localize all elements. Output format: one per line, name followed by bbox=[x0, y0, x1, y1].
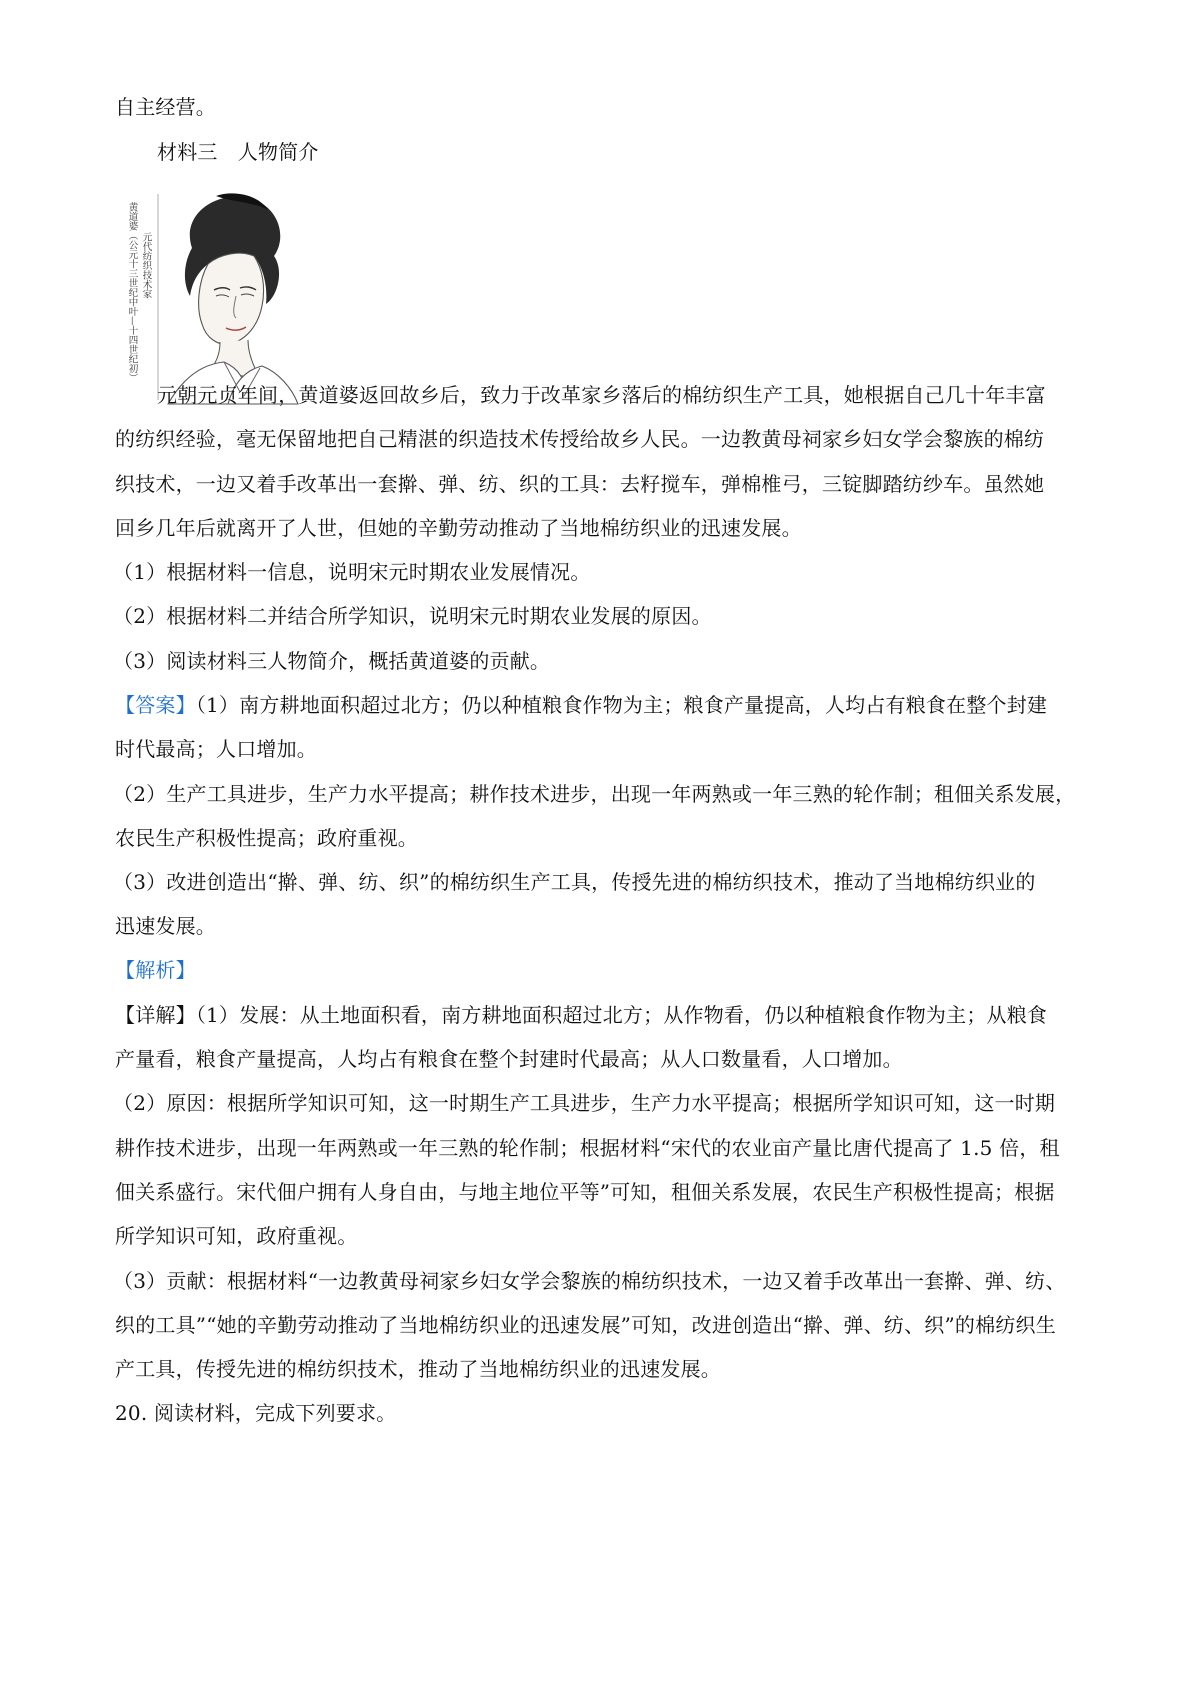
detail-1-cont: 产量看，粮食产量提高，人均占有粮食在整个封建时代最高；从人口数量看，人口增加。 bbox=[115, 1047, 903, 1071]
question-1: （1）根据材料一信息，说明宋元时期农业发展情况。 bbox=[113, 560, 591, 584]
answer-1-cont: 时代最高；人口增加。 bbox=[115, 737, 317, 761]
material3-title: 材料三 人物简介 bbox=[157, 140, 319, 164]
material3-paragraph-line: 的纺织经验，毫无保留地把自己精湛的织造技术传授给故乡人民。一边教黄母祠家乡妇女学会黎族的棉纺 bbox=[115, 427, 1045, 451]
portrait-caption-dates: 黄道婆（公元十三世纪中叶—十四世纪初） bbox=[126, 202, 138, 383]
detail-2-cont: 佃关系盛行。宋代佃户拥有人身自由，与地主地位平等”可知，租佃关系发展，农民生产积极性提高；根据 bbox=[115, 1180, 1055, 1204]
detail-3-cont: 产工具，传授先进的棉纺织技术，推动了当地棉纺织业的迅速发展。 bbox=[115, 1357, 721, 1381]
detail-3-cont: 织的工具”“她的辛勤劳动推动了当地棉纺织业的迅速发展”可知，改进创造出“擀、弹、纺、织”的棉纺织生 bbox=[115, 1313, 1056, 1337]
detail-2: （2）原因：根据所学知识可知，这一时期生产工具进步，生产力水平提高；根据所学知识可知，这一时期 bbox=[113, 1091, 1056, 1115]
question-3: （3）阅读材料三人物简介，概括黄道婆的贡献。 bbox=[113, 649, 551, 673]
continued-text: 自主经营。 bbox=[115, 95, 216, 119]
answer-2-cont: 农民生产积极性提高；政府重视。 bbox=[115, 826, 418, 850]
huang-daopo-portrait bbox=[128, 192, 300, 404]
answer-3: （3）改进创造出“擀、弹、纺、织”的棉纺织生产工具，传授先进的棉纺织技术，推动了当地棉纺织业的 bbox=[113, 870, 1036, 894]
answer-line bbox=[115, 690, 1047, 720]
detail-line bbox=[115, 1000, 1047, 1030]
analysis-label: 【解析】 bbox=[115, 958, 196, 982]
material3-paragraph-line: 元朝元贞年间，黄道婆返回故乡后，致力于改革家乡落后的棉纺织生产工具，她根据自己几十年丰富 bbox=[157, 383, 1046, 407]
answer-1-text: （1）南方耕地面积超过北方；仍以种植粮食作物为主；粮食产量提高，人均占有粮食在整个封建 bbox=[195, 693, 1048, 717]
detail-2-cont: 耕作技术进步，出现一年两熟或一年三熟的轮作制；根据材料“宋代的农业亩产量比唐代提高了 1.5 倍，租 bbox=[115, 1136, 1060, 1160]
answer-2: （2）生产工具进步，生产力水平提高；耕作技术进步，出现一年两熟或一年三熟的轮作制；租佃关系发展， bbox=[113, 782, 1076, 806]
detail-1-text: （1）发展：从土地面积看，南方耕地面积超过北方；从作物看，仍以种植粮食作物为主；从粮食 bbox=[195, 1003, 1048, 1027]
material3-paragraph-line: 织技术，一边又着手改革出一套擀、弹、纺、织的工具：去籽搅车，弹棉椎弓，三锭脚踏纺纱车。虽然她 bbox=[115, 472, 1045, 496]
question-2: （2）根据材料二并结合所学知识，说明宋元时期农业发展的原因。 bbox=[113, 604, 712, 628]
detail-label: 【详解】 bbox=[115, 1003, 196, 1027]
material3-paragraph-line: 回乡几年后就离开了人世，但她的辛勤劳动推动了当地棉纺织业的迅速发展。 bbox=[115, 516, 802, 540]
question-20-heading: 20. 阅读材料，完成下列要求。 bbox=[115, 1401, 397, 1425]
detail-2-cont: 所学知识可知，政府重视。 bbox=[115, 1224, 358, 1248]
detail-3: （3）贡献：根据材料“一边教黄母祠家乡妇女学会黎族的棉纺织技术，一边又着手改革出一套擀、弹、纺、 bbox=[113, 1269, 1066, 1293]
answer-label: 【答案】 bbox=[115, 693, 196, 717]
portrait-caption-title: 元代纺织技术家 bbox=[140, 232, 152, 299]
answer-3-cont: 迅速发展。 bbox=[115, 914, 216, 938]
